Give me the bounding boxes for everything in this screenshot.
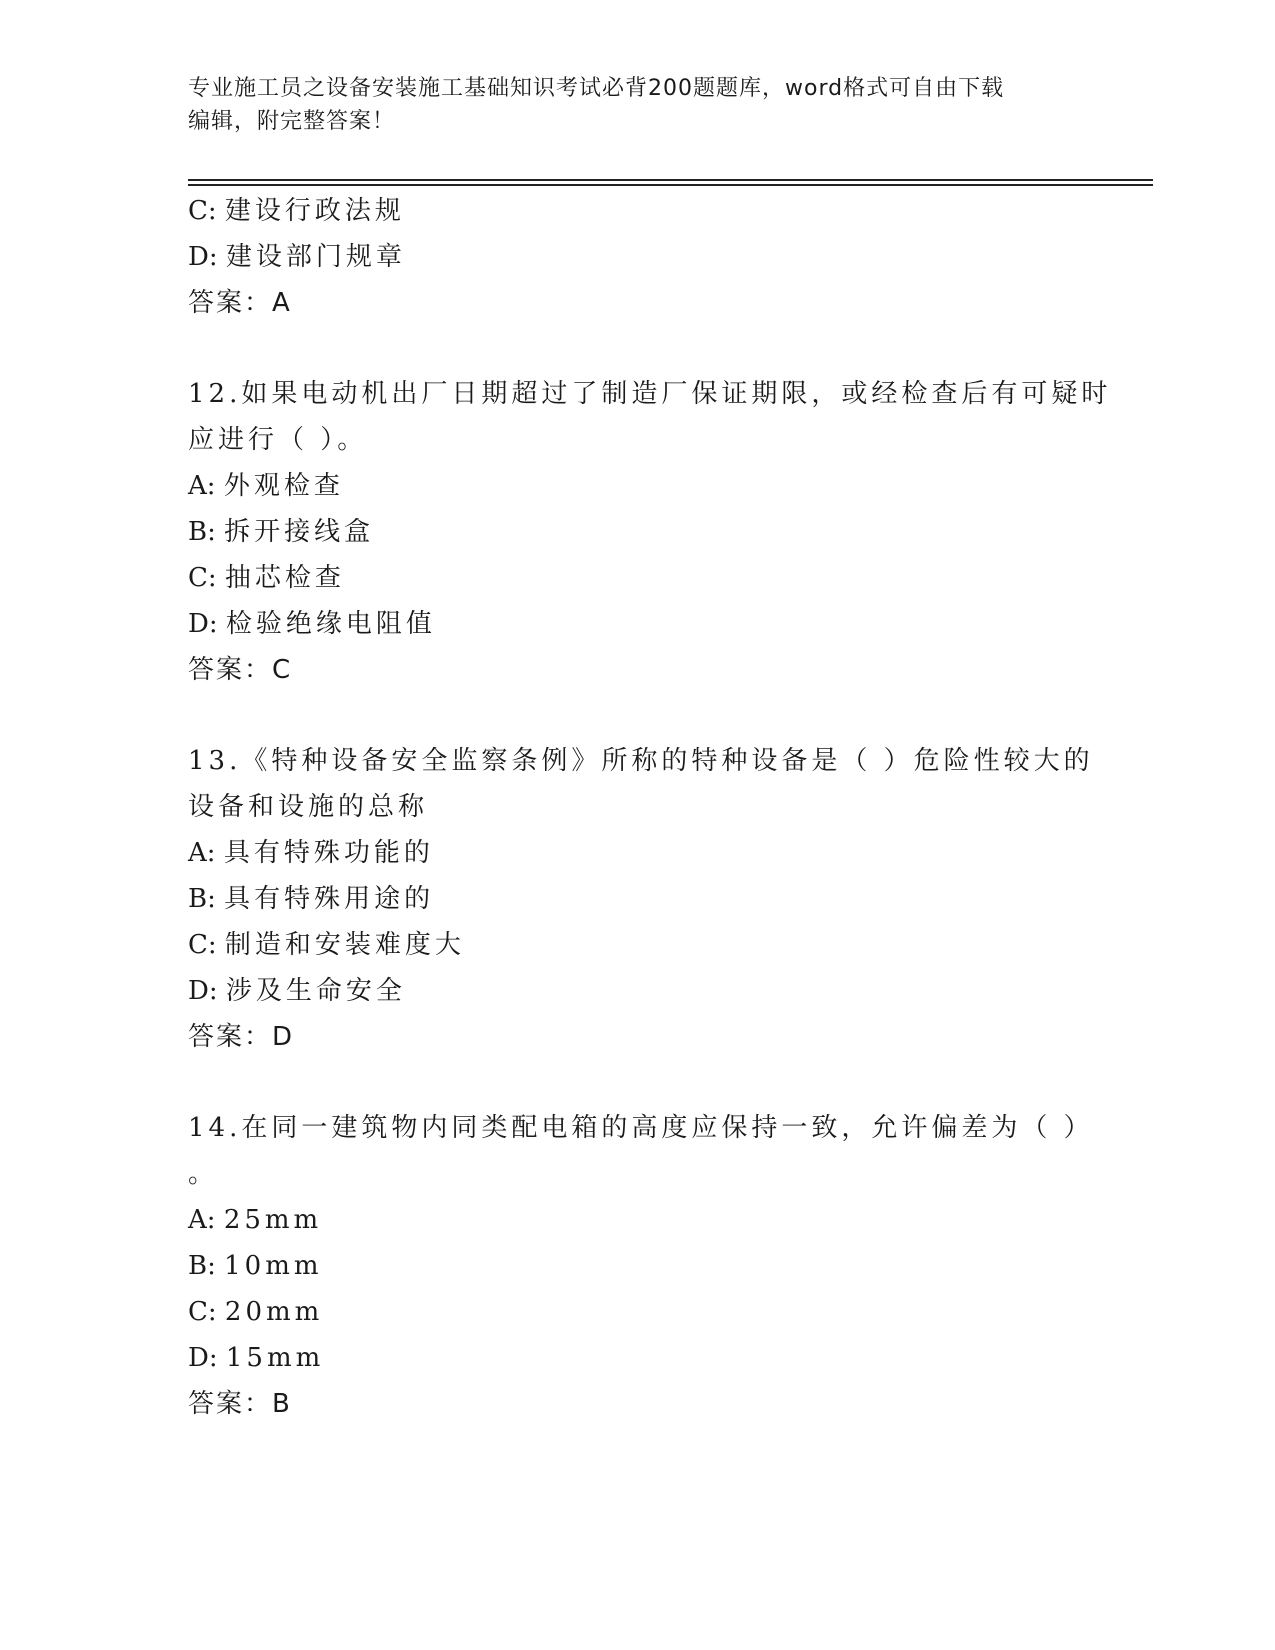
option-text: 25mm <box>223 1205 323 1235</box>
question-stem-line: 。 <box>188 1159 219 1189</box>
answer-line: 答案：B <box>188 1389 292 1419</box>
answer-line: 答案：C <box>188 655 293 685</box>
option-text: 建设部门规章 <box>225 242 406 272</box>
option-b <box>188 876 1088 922</box>
option-key: B: <box>188 884 225 914</box>
option-key: B: <box>188 517 225 547</box>
option-d <box>188 968 1088 1014</box>
option-key: C: <box>188 930 225 960</box>
spacer <box>188 1060 1088 1105</box>
option-key: A: <box>188 1205 224 1235</box>
option-text: 20mm <box>224 1297 324 1327</box>
option-text: 15mm <box>225 1343 325 1373</box>
option-key: A: <box>188 838 224 868</box>
spacer <box>188 693 1088 738</box>
option-key: D: <box>188 976 226 1006</box>
option-text: 检验绝缘电阻值 <box>225 609 436 639</box>
option-d <box>188 1335 1088 1381</box>
option-key: B: <box>188 1251 225 1281</box>
spacer <box>188 326 1088 371</box>
option-key: D: <box>188 1343 226 1373</box>
option-d <box>188 234 1088 280</box>
option-b <box>188 1243 1088 1289</box>
header-title-line-2: 编辑，附完整答案！ <box>188 109 396 134</box>
question-stem-line: 设备和设施的总称 <box>188 792 429 822</box>
option-text: 建设行政法规 <box>224 196 405 226</box>
option-key: A: <box>188 471 224 501</box>
question-stem-line: 12.如果电动机出厂日期超过了制造厂保证期限，或经检查后有可疑时 <box>188 379 1112 409</box>
option-a <box>188 1197 1088 1243</box>
option-text: 抽芯检查 <box>224 563 345 593</box>
option-a <box>188 830 1088 876</box>
option-key: C: <box>188 196 225 226</box>
answer-line: 答案：D <box>188 1022 295 1052</box>
option-key: C: <box>188 563 225 593</box>
header-rule-top <box>188 179 1153 181</box>
question-11-continued <box>188 188 1088 326</box>
option-text: 外观检查 <box>223 471 344 501</box>
option-a <box>188 463 1088 509</box>
question-stem-line: 应进行（ ）。 <box>188 425 368 455</box>
question-14 <box>188 1105 1094 1427</box>
option-key: C: <box>188 1297 225 1327</box>
question-stem-line: 14.在同一建筑物内同类配电箱的高度应保持一致，允许偏差为（ ） <box>188 1113 1094 1143</box>
question-12 <box>188 371 1112 693</box>
question-stem-line: 13.《特种设备安全监察条例》所称的特种设备是（ ）危险性较大的 <box>188 746 1094 776</box>
option-text: 10mm <box>224 1251 323 1281</box>
header-rule-bottom <box>188 184 1153 186</box>
option-text: 具有特殊功能的 <box>223 838 434 868</box>
option-c <box>188 555 1088 601</box>
option-c <box>188 922 1088 968</box>
option-text: 具有特殊用途的 <box>224 884 435 914</box>
option-c <box>188 188 1088 234</box>
answer-line: 答案：A <box>188 288 292 318</box>
option-c <box>188 1289 1088 1335</box>
document-header <box>188 72 1088 138</box>
question-13 <box>188 738 1094 1060</box>
option-text: 制造和安装难度大 <box>224 930 465 960</box>
option-key: D: <box>188 609 226 639</box>
question-content <box>188 188 1112 1427</box>
header-title-line-1: 专业施工员之设备安装施工基础知识考试必背200题题库，word格式可自由下载 <box>188 76 1005 101</box>
option-b <box>188 509 1088 555</box>
option-text: 拆开接线盒 <box>224 517 375 547</box>
option-text: 涉及生命安全 <box>225 976 406 1006</box>
option-key: D: <box>188 242 226 272</box>
option-d <box>188 601 1088 647</box>
